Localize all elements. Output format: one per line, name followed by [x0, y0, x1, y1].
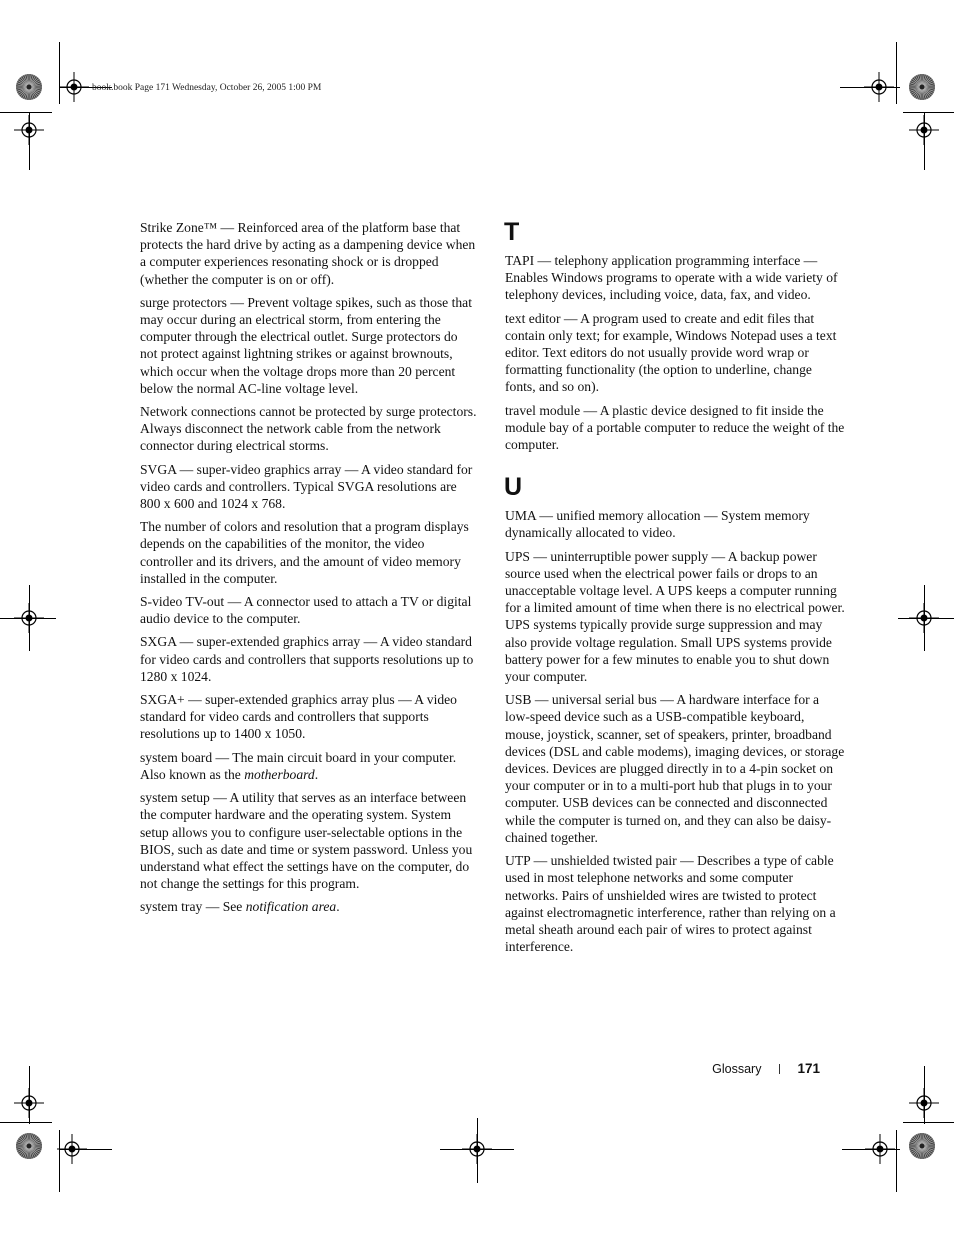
glossary-entry-text-editor: [505, 310, 845, 396]
crop-line: [898, 618, 954, 619]
entry-definition: — A utility that serves as an interface between the computer hardware and the operating system. System setup allows you to configure user-selectable options in the BIOS, such as date and time or system password. Unless you understand what effect the settings have on the computer, do not change the settings for this program.: [140, 790, 473, 892]
entry-term: S-video TV-out: [140, 594, 225, 610]
entry-definition: — A connector used to attach a TV or digital audio device to the computer.: [140, 594, 472, 627]
footer-section-name: Glossary: [712, 1061, 762, 1076]
glossary-entry-system-board: [140, 749, 478, 783]
entry-definition: — uninterruptible power supply — A backup power source used when the electrical power fails or drops to an unacceptable voltage level. A UPS keeps a computer running for a limited amount of time when there is no electrical power. UPS systems typically provide surge suppression and may also provide voltage regulation. Small UPS systems provide battery power for a few minutes to enable you to shut down your computer.: [505, 548, 845, 685]
entry-term: UMA: [505, 508, 536, 524]
section-letter-u: U: [504, 473, 523, 502]
starburst-mark-icon: [908, 1132, 936, 1160]
entry-definition: — Prevent voltage spikes, such as those that may occur during an electrical storm, from entering the computer through the electrical outlet. Surge protectors do not protect against lightning strikes or against brownouts, which occur when the voltage drops more than 20 percent below the normal AC-line voltage level.: [140, 294, 472, 396]
left-column: [140, 219, 478, 922]
crop-line: [29, 1066, 30, 1124]
glossary-entry-system-setup: [140, 789, 478, 892]
crop-line: [842, 1149, 900, 1150]
glossary-entry-uma: [505, 507, 845, 541]
crop-line: [903, 1122, 954, 1123]
entry-term: UPS: [505, 548, 530, 564]
page-footer: [712, 1061, 820, 1076]
glossary-entry-surge-protectors: [140, 294, 478, 397]
entry-punctuation: .: [336, 899, 340, 915]
entry-definition: — Reinforced area of the platform base that protects the hard drive by acting as a dampening device when a computer experiences resonating shock or is dropped (whether the computer is on or off).: [140, 220, 476, 287]
entry-term: UTP: [505, 853, 531, 869]
entry-definition: — The main circuit board in your computer. Also known as the: [140, 749, 457, 782]
crop-line: [924, 112, 925, 170]
entry-definition: — See: [202, 899, 246, 915]
crop-line: [924, 1066, 925, 1124]
glossary-entry-utp: [505, 852, 845, 955]
crop-line: [0, 618, 56, 619]
print-header-note: book.book Page 171 Wednesday, October 26, 2005 1:00 PM: [92, 83, 322, 93]
entry-term: SVGA: [140, 461, 177, 477]
section-letter-t: T: [504, 218, 520, 246]
entry-definition: Network connections cannot be protected by surge protectors. Always disconnect the network cable from the network connector during electrical storms.: [140, 404, 477, 454]
entry-definition: — unshielded twisted pair — Describes a type of cable used in most telephone networks and some computer networks. Pairs of unshielded wires are twisted to protect against electromagnetic interference, rather than relying on a metal sheath around each pair of wires to protect against interference.: [505, 853, 836, 955]
entry-definition: — super-extended graphics array — A video standard for video cards and controllers that supports resolutions up to 1280 x 1024.: [140, 634, 474, 684]
glossary-paragraph-network-note: [140, 403, 478, 455]
crop-line: [477, 1118, 478, 1183]
entry-term: system tray: [140, 899, 203, 915]
glossary-entry-s-video: [140, 593, 478, 627]
entry-definition: — A plastic device designed to fit inside the module bay of a portable computer to reduce the weight of the computer.: [505, 402, 845, 453]
starburst-mark-icon: [908, 73, 936, 101]
crop-line: [896, 42, 897, 104]
crop-line: [840, 87, 900, 88]
starburst-mark-icon: [15, 73, 43, 101]
crop-line: [59, 42, 60, 104]
glossary-entry-travel-module: [505, 402, 845, 454]
entry-term: Strike Zone™: [140, 220, 218, 235]
entry-definition: — telephony application programming interface — Enables Windows programs to operate with a wide variety of telephony devices, including voice, data, fax, and video.: [505, 253, 838, 303]
right-column: [505, 218, 845, 961]
glossary-entry-system-tray: [140, 898, 478, 915]
glossary-entry-sxga: [140, 633, 478, 685]
entry-reference: notification area: [245, 899, 337, 915]
entry-term: system board: [140, 749, 213, 765]
glossary-entry-sxga-plus: [140, 691, 478, 743]
entry-term: SXGA: [140, 634, 177, 650]
crop-line: [29, 112, 30, 170]
glossary-entry-usb: [505, 691, 845, 846]
entry-definition: The number of colors and resolution that a program displays depends on the capabilities of the monitor, the video controller and its drivers, and the amount of video memory installed in the computer.: [140, 519, 469, 586]
entry-term: TAPI: [505, 253, 535, 268]
glossary-paragraph-colors-note: [140, 518, 478, 587]
entry-definition: — super-video graphics array — A video standard for video cards and controllers. Typical SVGA resolutions are 800 x 600 and 1024 x 768.: [140, 461, 473, 512]
crop-line: [896, 1130, 897, 1192]
footer-divider: [779, 1064, 780, 1074]
entry-term: SXGA+: [140, 692, 185, 708]
entry-punctuation: .: [314, 766, 319, 782]
crop-line: [0, 112, 52, 113]
page-number: 171: [797, 1061, 820, 1076]
crop-line: [60, 1149, 112, 1150]
glossary-entry-svga: [140, 461, 478, 513]
entry-term: USB: [505, 692, 532, 708]
entry-term: travel module: [505, 402, 581, 418]
crop-line: [903, 112, 954, 113]
crop-line: [59, 1130, 60, 1192]
entry-term: surge protectors: [140, 294, 227, 310]
entry-definition: — A program used to create and edit files that contain only text; for example, Windows Notepad uses a text editor. Text editors do not usually provide word wrap or formatting functionality (the option to underline, change fonts, and so on).: [505, 310, 837, 395]
glossary-entry-tapi: [505, 252, 845, 304]
crop-line: [29, 585, 30, 651]
glossary-entry-ups: [505, 548, 845, 686]
crop-line: [0, 1122, 52, 1123]
entry-term: system setup: [140, 790, 210, 806]
glossary-entry-strike-zone: [140, 219, 478, 288]
entry-term: text editor: [505, 310, 561, 326]
entry-definition: — universal serial bus — A hardware interface for a low-speed device such as a USB-compatible keyboard, mouse, joystick, scanner, set of speakers, printer, broadband devices (DSL and cable modems), imaging devices, or storage devices. Devices are plugged directly in to a 4-pin socket on your computer or in to a multi-port hub that plugs in to your computer. USB devices can be connected and disconnected while the computer is turned on, and they can also be daisy-chained together.: [505, 692, 845, 845]
crop-line: [924, 585, 925, 651]
entry-definition: — unified memory allocation — System memory dynamically allocated to video.: [505, 508, 810, 541]
entry-definition: — super-extended graphics array plus — A video standard for video cards and controllers that supports resolutions up to 1400 x 1050.: [140, 692, 457, 742]
starburst-mark-icon: [15, 1132, 43, 1160]
entry-reference: motherboard: [244, 766, 315, 782]
